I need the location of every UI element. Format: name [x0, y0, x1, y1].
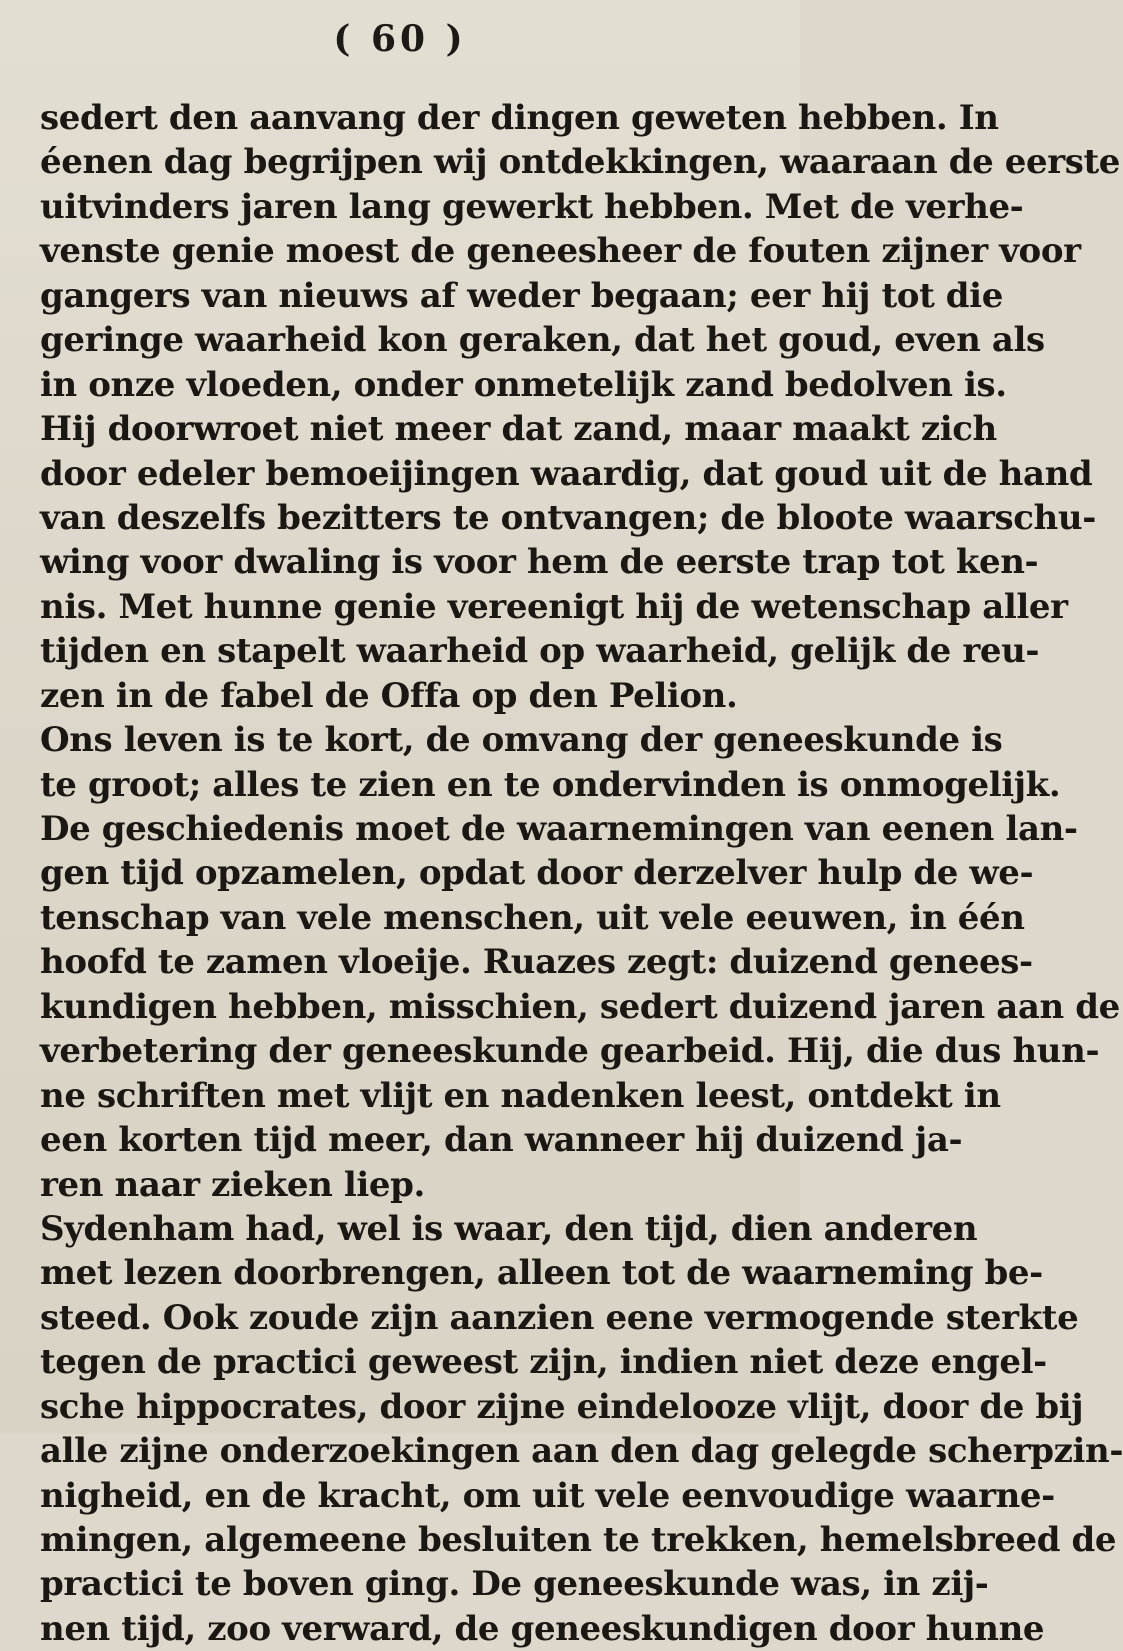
text-line: sedert den aanvang der dingen geweten hebben. In [40, 98, 999, 138]
text-line: tegen de practici geweest zijn, indien niet deze engel- [40, 1342, 1047, 1383]
text-line: De geschiedenis moet de waarnemingen van eenen lan- [40, 809, 1078, 849]
text-line: gangers van nieuws af weder begaan; eer hij tot die [40, 275, 1003, 316]
page-number: ( 60 ) [333, 18, 467, 60]
text-line: nis. Met hunne genie vereenigt hij de wetenschap aller [40, 586, 1068, 627]
text-line: gen tijd opzamelen, opdat door derzelver hulp de we- [40, 853, 1034, 894]
text-line: zen in de fabel de Offa op den Pelion. [40, 675, 738, 716]
text-line: uitvinders jaren lang gewerkt hebben. Met de verhe- [40, 186, 1024, 227]
text-line: nigheid, en de kracht, om uit vele eenvoudige waarne- [40, 1475, 1055, 1516]
text-line: tenschap van vele menschen, uit vele eeuwen, in één [40, 897, 1025, 938]
text-line: verbetering der geneeskunde gearbeid. Hij, die dus hun- [40, 1031, 1100, 1072]
text-line: practici te boven ging. De geneeskunde was, in zij- [40, 1564, 989, 1605]
text-line: alle zijne onderzoekingen aan den dag gelegde scherpzin- [40, 1431, 1123, 1472]
text-line: Ons leven is te kort, de omvang der geneeskunde is [40, 720, 1003, 761]
text-line: éenen dag begrijpen wij ontdekkingen, waaraan de eerste [40, 142, 1120, 183]
text-line: van deszelfs bezitters te ontvangen; de bloote waarschu- [40, 497, 1096, 538]
text-line: door edeler bemoeijingen waardig, dat goud uit de hand [40, 453, 1093, 494]
text-line: Hij doorwroet niet meer dat zand, maar maakt zich [40, 409, 997, 450]
text-line: een korten tijd meer, dan wanneer hij duizend ja- [40, 1120, 963, 1161]
text-line: nen tijd, zoo verward, de geneeskundigen door hunne [40, 1608, 1045, 1649]
text-line: Sydenham had, wel is waar, den tijd, dien anderen [40, 1208, 978, 1249]
text-line: venste genie moest de geneesheer de fouten zijner voor [40, 231, 1081, 272]
text-line: mingen, algemeene besluiten te trekken, hemelsbreed de [40, 1520, 1117, 1560]
body-text [40, 96, 1123, 1651]
text-line: wing voor dwaling is voor hem de eerste trap tot ken- [40, 542, 1039, 583]
text-line: steed. Ook zoude zijn aanzien eene vermogende sterkte [40, 1297, 1079, 1338]
text-line: hoofd te zamen vloeije. Ruazes zegt: duizend genees- [40, 942, 1033, 983]
text-line: met lezen doorbrengen, alleen tot de waarneming be- [40, 1253, 1043, 1294]
text-line: ren naar zieken liep. [40, 1164, 425, 1205]
text-line: sche hippocrates, door zijne eindelooze vlijt, door de bij [40, 1386, 1084, 1427]
text-line: geringe waarheid kon geraken, dat het goud, even als [40, 320, 1045, 361]
text-line: te groot; alles te zien en te ondervinden is onmogelijk. [40, 764, 1061, 805]
text-line: ne schriften met vlijt en nadenken leest, ontdekt in [40, 1075, 1001, 1116]
text-line: kundigen hebben, misschien, sedert duizend jaren aan de [40, 986, 1120, 1027]
text-line: tijden en stapelt waarheid op waarheid, gelijk de reu- [40, 631, 1040, 672]
text-line: in onze vloeden, onder onmetelijk zand bedolven is. [40, 364, 1007, 405]
